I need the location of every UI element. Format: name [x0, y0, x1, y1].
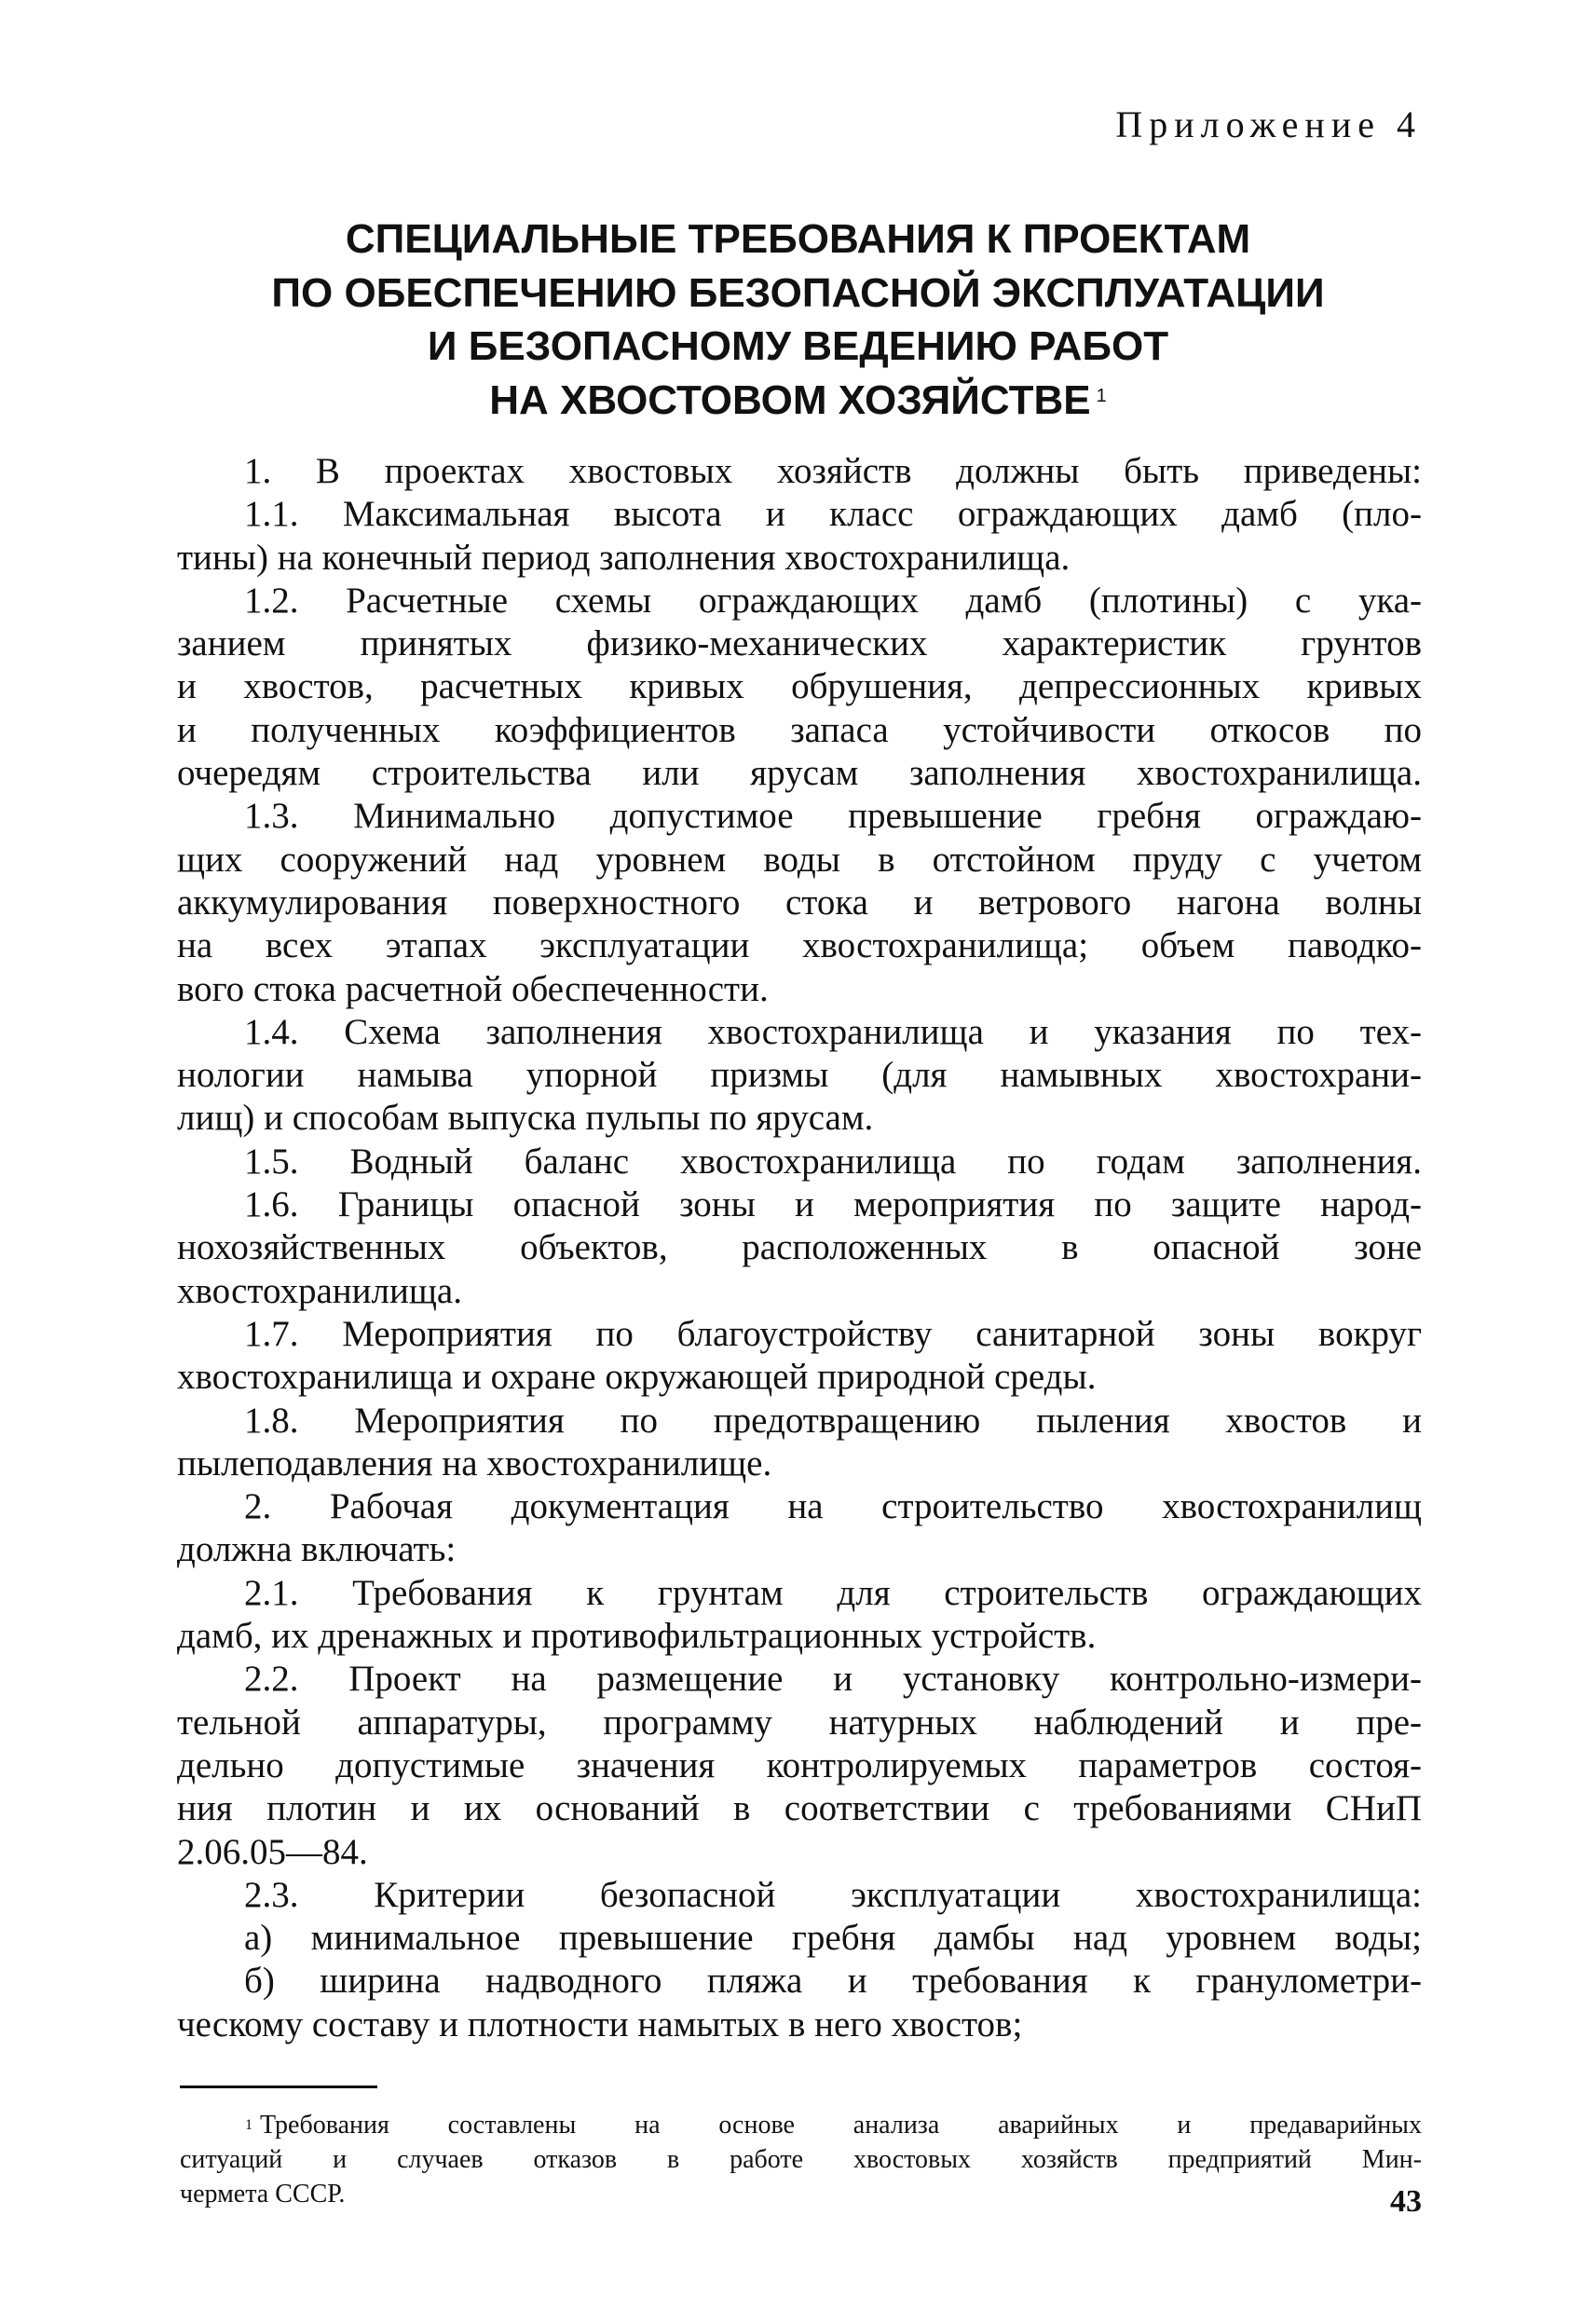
- text-line: [177, 450, 1422, 493]
- line-text: 1.8. Мероприятия по предотвращению пыления хвостов и: [244, 1400, 1422, 1441]
- text-line: [177, 1658, 1422, 1701]
- line-text: на всех этапах эксплуатации хвостохранилища; объем паводко-: [177, 925, 1422, 966]
- line-text: и полученных коэффициентов запаса устойчивости откосов по: [177, 709, 1422, 750]
- line-text: 2. Рабочая документация на строительство хвостохранилищ: [244, 1486, 1422, 1527]
- line-text: 2.3. Критерии безопасной эксплуатации хвостохранилища:: [244, 1874, 1422, 1915]
- text-line: [177, 1874, 1422, 1917]
- line-text: должна включать:: [177, 1529, 457, 1570]
- footnote: [180, 2108, 1422, 2211]
- text-line: [180, 2177, 1422, 2211]
- footnote-divider: [180, 2085, 377, 2088]
- line-text: очередям строительства или ярусам заполнения хвостохранилища.: [177, 753, 1422, 794]
- line-text: 2.1. Требования к грунтам для строительств ограждающих: [244, 1572, 1422, 1613]
- line-text: тины) на конечный период заполнения хвостохранилища.: [177, 537, 1071, 578]
- text-line: [177, 795, 1422, 838]
- line-text: ческому составу и плотности намытых в него хвостов;: [177, 2003, 1023, 2044]
- line-text: 1.6. Границы опасной зоны и мероприятия по защите народ-: [244, 1184, 1422, 1225]
- title-line-last: [0, 374, 1596, 428]
- text-line: [177, 1141, 1422, 1183]
- line-text: 1.5. Водный баланс хвостохранилища по годам заполнения.: [244, 1141, 1422, 1182]
- line-text: пылеподавления на хвостохранилище.: [177, 1443, 772, 1484]
- line-text: б) ширина надводного пляжа и требования к гранулометри-: [244, 1961, 1422, 2002]
- line-text: тельной аппаратуры, программу натурных наблюдений и пре-: [177, 1702, 1422, 1743]
- text-line: [180, 2108, 1422, 2142]
- line-text: лищ) и способам выпуска пульпы по ярусам.: [177, 1098, 874, 1139]
- text-line: [177, 665, 1422, 708]
- text-line: [177, 493, 1422, 536]
- page-number: 43: [1390, 2184, 1422, 2219]
- line-text: а) минимальное превышение гребня дамбы над уровнем воды;: [244, 1918, 1422, 1959]
- text-line: [180, 2142, 1422, 2177]
- line-text: ния плотин и их оснований в соответствии с требованиями СНиП: [177, 1788, 1422, 1829]
- text-line: [177, 580, 1422, 622]
- line-text: аккумулирования поверхностного стока и ветрового нагона волны: [177, 882, 1422, 923]
- line-text: 1.3. Минимально допустимое превышение гребня ограждаю-: [244, 796, 1422, 837]
- text-line: [177, 839, 1422, 882]
- line-text: и хвостов, расчетных кривых обрушения, депрессионных кривых: [177, 666, 1422, 707]
- text-line: [177, 1572, 1422, 1615]
- line-text: 1.4. Схема заполнения хвостохранилища и указания по тех-: [244, 1011, 1422, 1052]
- text-line: [177, 1917, 1422, 1960]
- title-line: НА ХВОСТОВОМ ХОЗЯЙСТВЕ: [489, 376, 1091, 423]
- line-text: 1.2. Расчетные схемы ограждающих дамб (плотины) с ука-: [244, 580, 1422, 621]
- line-text: 1. В проектах хвостовых хозяйств должны быть приведены:: [244, 451, 1422, 491]
- line-text: дельно допустимые значения контролируемых параметров состоя-: [177, 1744, 1422, 1785]
- text-line: [177, 1443, 1422, 1485]
- line-text: 2.06.05—84.: [177, 1831, 368, 1872]
- line-text: ситуаций и случаев отказов в работе хвостовых хозяйств предприятий Мин-: [180, 2145, 1422, 2174]
- text-line: [177, 709, 1422, 752]
- text-line: [177, 1054, 1422, 1097]
- text-line: [177, 968, 1422, 1011]
- title-line: ПО ОБЕСПЕЧЕНИЮ БЕЗОПАСНОЙ ЭКСПЛУАТАЦИИ: [271, 269, 1325, 316]
- document-title: [0, 212, 1596, 427]
- line-text: щих сооружений над уровнем воды в отстойном пруду с учетом: [177, 839, 1422, 880]
- text-line: [177, 1787, 1422, 1830]
- text-line: [177, 1356, 1422, 1399]
- text-line: [177, 622, 1422, 665]
- text-line: [177, 1960, 1422, 2003]
- text-line: [177, 1226, 1422, 1269]
- text-line: [177, 2003, 1422, 2046]
- footnote-reference: 1: [1096, 385, 1107, 406]
- text-line: [177, 1183, 1422, 1226]
- line-text: вого стока расчетной обеспеченности.: [177, 968, 769, 1009]
- line-text: хвостохранилища и охране окружающей природной среды.: [177, 1357, 1097, 1398]
- text-line: [177, 1528, 1422, 1571]
- text-line: [177, 1485, 1422, 1528]
- text-line: [177, 1011, 1422, 1054]
- title-line: СПЕЦИАЛЬНЫЕ ТРЕБОВАНИЯ К ПРОЕКТАМ: [345, 216, 1251, 262]
- text-line: [177, 1615, 1422, 1658]
- text-line: [177, 537, 1422, 580]
- line-text: нохозяйственных объектов, расположенных в опасной зоне: [177, 1227, 1422, 1268]
- text-line: [177, 1270, 1422, 1313]
- line-text: хвостохранилища.: [177, 1270, 462, 1311]
- line-text: дамб, их дренажных и противофильтрационных устройств.: [177, 1616, 1097, 1657]
- line-text: 1.7. Мероприятия по благоустройству санитарной зоны вокруг: [244, 1313, 1422, 1354]
- appendix-label: Приложение 4: [1115, 103, 1422, 145]
- text-line: [177, 924, 1422, 967]
- title-line: И БЕЗОПАСНОМУ ВЕДЕНИЮ РАБОТ: [427, 323, 1169, 369]
- text-line: [177, 882, 1422, 924]
- line-text: Требования составлены на основе анализа аварийных и предаварийных: [260, 2111, 1422, 2140]
- text-line: [177, 1744, 1422, 1787]
- line-text: занием принятых физико-механических характеристик грунтов: [177, 623, 1422, 664]
- line-text: 2.2. Проект на размещение и установку контрольно-измери-: [244, 1659, 1422, 1700]
- line-text: нологии намыва упорной призмы (для намывных хвостохрани-: [177, 1055, 1422, 1096]
- text-line: [177, 1097, 1422, 1140]
- body-text: [177, 450, 1422, 2046]
- text-line: [177, 752, 1422, 795]
- text-line: [177, 1702, 1422, 1744]
- footnote-mark: 1: [245, 2117, 252, 2133]
- text-line: [177, 1831, 1422, 1874]
- text-line: [177, 1313, 1422, 1356]
- line-text: 1.1. Максимальная высота и класс ограждающих дамб (пло-: [244, 494, 1422, 535]
- line-text: чермета СССР.: [180, 2180, 346, 2208]
- text-line: [177, 1400, 1422, 1443]
